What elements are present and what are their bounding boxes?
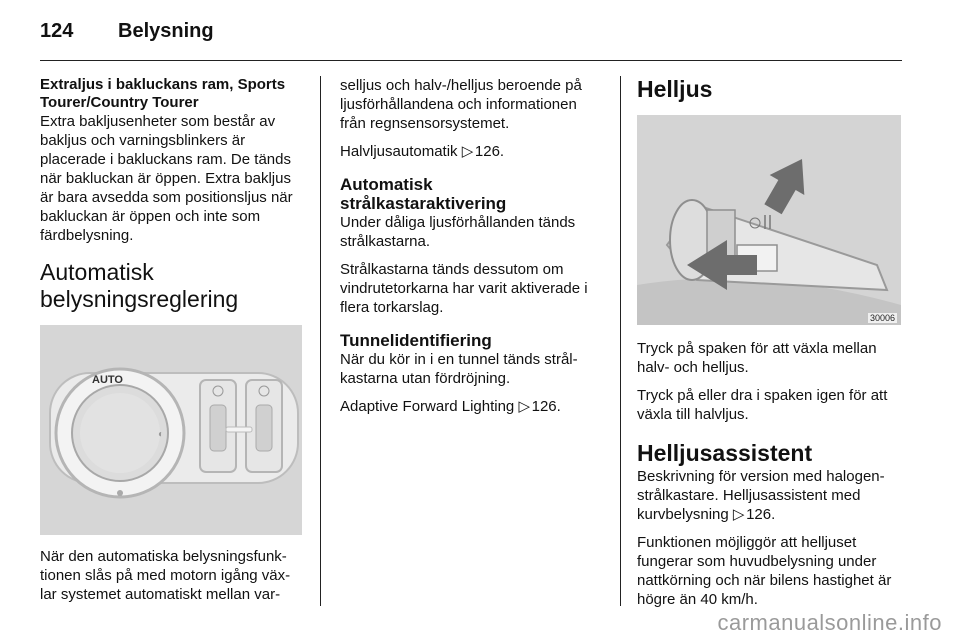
- heading-headlamp-activation: [340, 175, 606, 213]
- figure-stalk: [637, 115, 901, 325]
- heading-headlamp-line2: strålkastaraktivering: [340, 194, 507, 213]
- ref-halvljus-text: Halvljusautomatik: [340, 143, 458, 160]
- header-rule: [40, 60, 902, 61]
- para-headlamp-1: Under dåliga ljusförhållanden tänds strålkastarna.: [340, 214, 576, 250]
- para-helljus-1: Tryck på spaken för att växla mellan halv- och helljus.: [637, 340, 877, 376]
- ref-halvljusautomatik: [340, 142, 606, 161]
- page-title: Belysning: [118, 20, 214, 42]
- column-divider-1: [320, 76, 321, 606]
- heading-helljusassistent: Helljusassistent: [637, 440, 813, 466]
- para-tunnel: När du kör in i en tunnel tänds strål-kastarna utan fördröjning.: [340, 351, 578, 387]
- heading-automatic-lighting: [40, 259, 306, 313]
- para-automatic-lighting: När den automatiska belysningsfunk-tionen slås på med motorn igång väx-lar systemet automatiskt mellan var-: [40, 548, 291, 603]
- stalk-illustration: [637, 115, 901, 325]
- figure-light-switch: [40, 325, 302, 535]
- heading-automatic-lighting-line2: belysningsreglering: [40, 286, 239, 312]
- column-divider-2: [620, 76, 621, 606]
- ref-halvljus-page: 126.: [474, 143, 505, 160]
- para-assist-1: [637, 467, 903, 524]
- para-headlamp-2: Strålkastarna tänds dessutom om vindrutetorkarna har varit aktiverade i flera torkarslag.: [340, 261, 588, 316]
- para-continued: selljus och halv-/helljus beroende på ljusförhållandena och informationen från regnsensorsystemet.: [340, 77, 582, 132]
- page-header: [40, 16, 902, 56]
- para-assist-page: 126.: [746, 506, 776, 523]
- ref-afl-page: 126.: [531, 398, 561, 415]
- auto-dial-label: AUTO: [92, 374, 123, 386]
- heading-sports-tourer: Extraljus i bakluckans ram, Sports Tourer/Country Tourer: [40, 76, 286, 111]
- light-switch-illustration: [40, 325, 302, 535]
- ref-arrow-icon: ▷: [518, 398, 530, 415]
- svg-text:◐: ◐: [158, 429, 165, 440]
- para-assist-text: Beskrivning för version med halogen-strålkastare. Helljusassistent med kurvbelysning: [637, 468, 885, 523]
- heading-automatic-lighting-line1: Automatisk: [40, 259, 154, 285]
- para-helljus-2: Tryck på eller dra i spaken igen för att växla till halvljus.: [637, 387, 888, 423]
- heading-helljus: Helljus: [637, 76, 713, 102]
- column-3: [637, 76, 903, 618]
- ref-afl-text: Adaptive Forward Lighting: [340, 398, 515, 415]
- watermark: carmanualsonline.info: [717, 610, 942, 635]
- figure-code: 30006: [869, 313, 895, 323]
- heading-headlamp-line1: Automatisk: [340, 175, 433, 194]
- ref-afl: [340, 397, 606, 416]
- para-assist-2: Funktionen möjliggör att helljuset fungerar som huvudbelysning under nattkörning och när bilens hastighet är högre än 40 km/h.: [637, 534, 892, 608]
- ref-arrow-icon: ▷: [461, 143, 474, 160]
- page-number: 124: [40, 20, 74, 42]
- ref-arrow-icon: ▷: [732, 506, 745, 523]
- column-1: [40, 76, 306, 613]
- column-2: [340, 76, 606, 425]
- heading-tunnel: Tunnelidentifiering: [340, 331, 492, 350]
- para-extra-lights: Extra bakljusenheter som består av bakljus och varningsblinkers är placerade i bakluckans ram. De tänds när bakluckan är öppen. Extra bakljus är bara avsedda som positionsljus när bakluckan är öppen och inte som färdbelysning.: [40, 113, 293, 244]
